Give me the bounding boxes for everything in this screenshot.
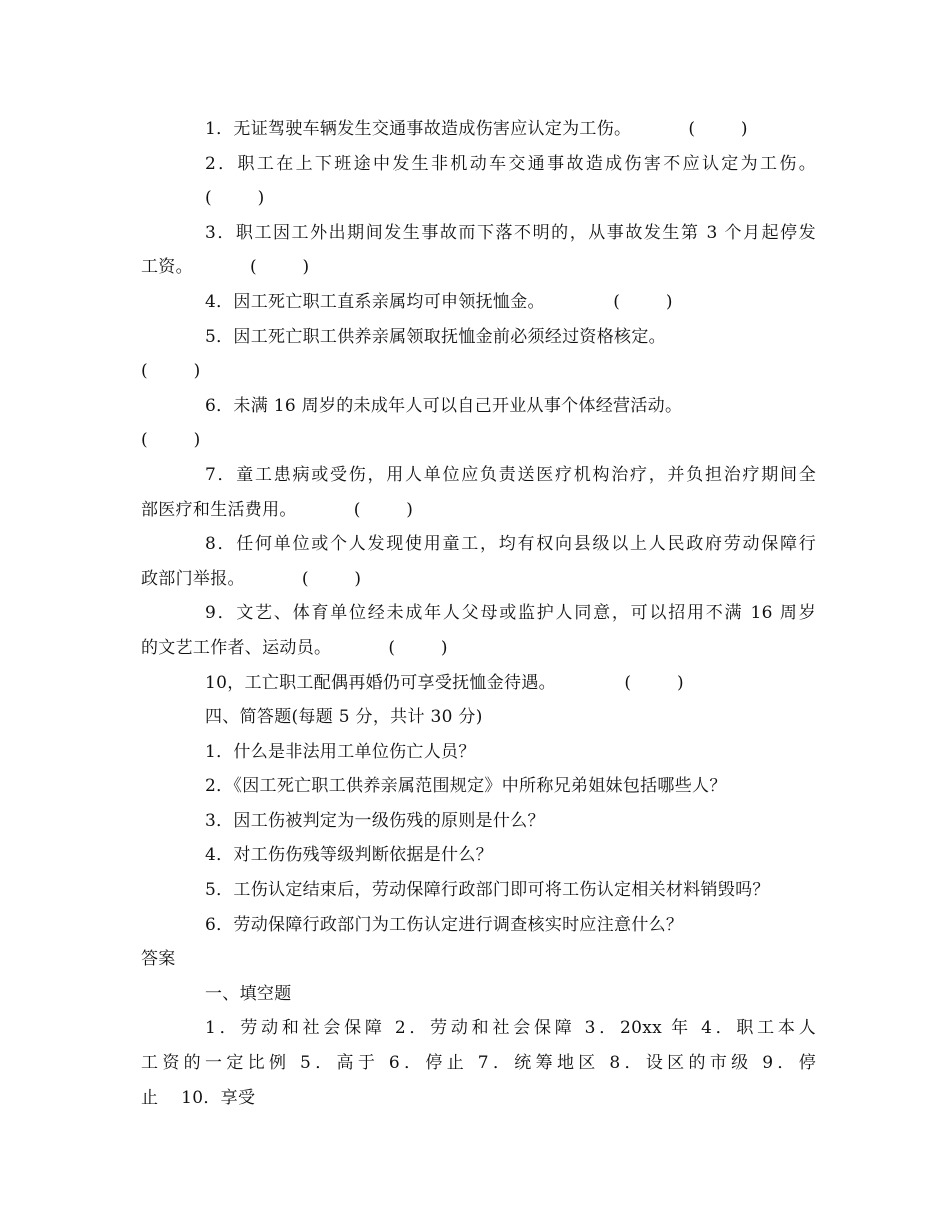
question-10: 10，工亡职工配偶再婚仍可享受抚恤金待遇。 ( ) bbox=[205, 672, 684, 693]
short-answer-5: 5．工伤认定结束后，劳动保障行政部门即可将工伤认定相关材料销毁吗？ bbox=[205, 880, 770, 901]
question-3-continued: 工资。 ( ) bbox=[141, 257, 310, 278]
short-answer-2: 2．《因工死亡职工供养亲属范围规定》中所称兄弟姐妹包括哪些人？ bbox=[205, 776, 727, 797]
question-5-blank: ( ) bbox=[141, 361, 201, 382]
short-answer-3: 3．因工伤被判定为一级伤残的原则是什么？ bbox=[205, 810, 545, 831]
short-answer-4: 4．对工伤伤残等级判断依据是什么？ bbox=[205, 845, 493, 866]
question-9: 9．文艺、体育单位经未成年人父母或监护人同意，可以招用不满 16 周岁 bbox=[205, 603, 816, 624]
question-3: 3．职工因工外出期间发生事故而下落不明的，从事故发生第 3 个月起停发 bbox=[205, 222, 816, 243]
question-8-continued: 政部门举报。 ( ) bbox=[141, 568, 362, 589]
short-answer-6: 6．劳动保障行政部门为工伤认定进行调查核实时应注意什么？ bbox=[205, 914, 684, 935]
question-7-continued: 部医疗和生活费用。 ( ) bbox=[141, 499, 414, 520]
question-2-blank: ( ) bbox=[205, 188, 265, 209]
answers-line-2: 工资的一定比例 5．高于 6．停止 7．统筹地区 8．设区的市级 9．停 bbox=[141, 1053, 816, 1074]
question-5: 5．因工死亡职工供养亲属领取抚恤金前必须经过资格核定。 bbox=[205, 326, 666, 347]
question-7: 7．童工患病或受伤，用人单位应负责送医疗机构治疗，并负担治疗期间全 bbox=[205, 464, 816, 485]
answers-heading: 答案 bbox=[141, 949, 176, 970]
short-answer-1: 1．什么是非法用工单位伤亡人员？ bbox=[205, 741, 476, 762]
answers-section-fill-blank: 一、填空题 bbox=[205, 983, 292, 1004]
section-heading-short-answer: 四、简答题(每题 5 分，共计 30 分) bbox=[205, 707, 483, 728]
question-1: 1．无证驾驶车辆发生交通事故造成伤害应认定为工伤。 ( ) bbox=[205, 119, 748, 139]
question-6: 6．未满 16 周岁的未成年人可以自己开业从事个体经营活动。 bbox=[205, 395, 683, 416]
question-6-blank: ( ) bbox=[141, 430, 201, 451]
answers-line-1: 1．劳动和社会保障 2．劳动和社会保障 3．20xx 年 4．职工本人 bbox=[205, 1018, 816, 1039]
answers-line-3: 止 10．享受 bbox=[141, 1087, 256, 1108]
question-4: 4．因工死亡职工直系亲属均可申领抚恤金。 ( ) bbox=[205, 291, 673, 312]
question-2: 2．职工在上下班途中发生非机动车交通事故造成伤害不应认定为工伤。 bbox=[205, 153, 816, 174]
document-body bbox=[141, 112, 816, 1115]
question-9-continued: 的文艺工作者、运动员。 ( ) bbox=[141, 637, 448, 658]
question-8: 8．任何单位或个人发现使用童工，均有权向县级以上人民政府劳动保障行 bbox=[205, 534, 816, 555]
